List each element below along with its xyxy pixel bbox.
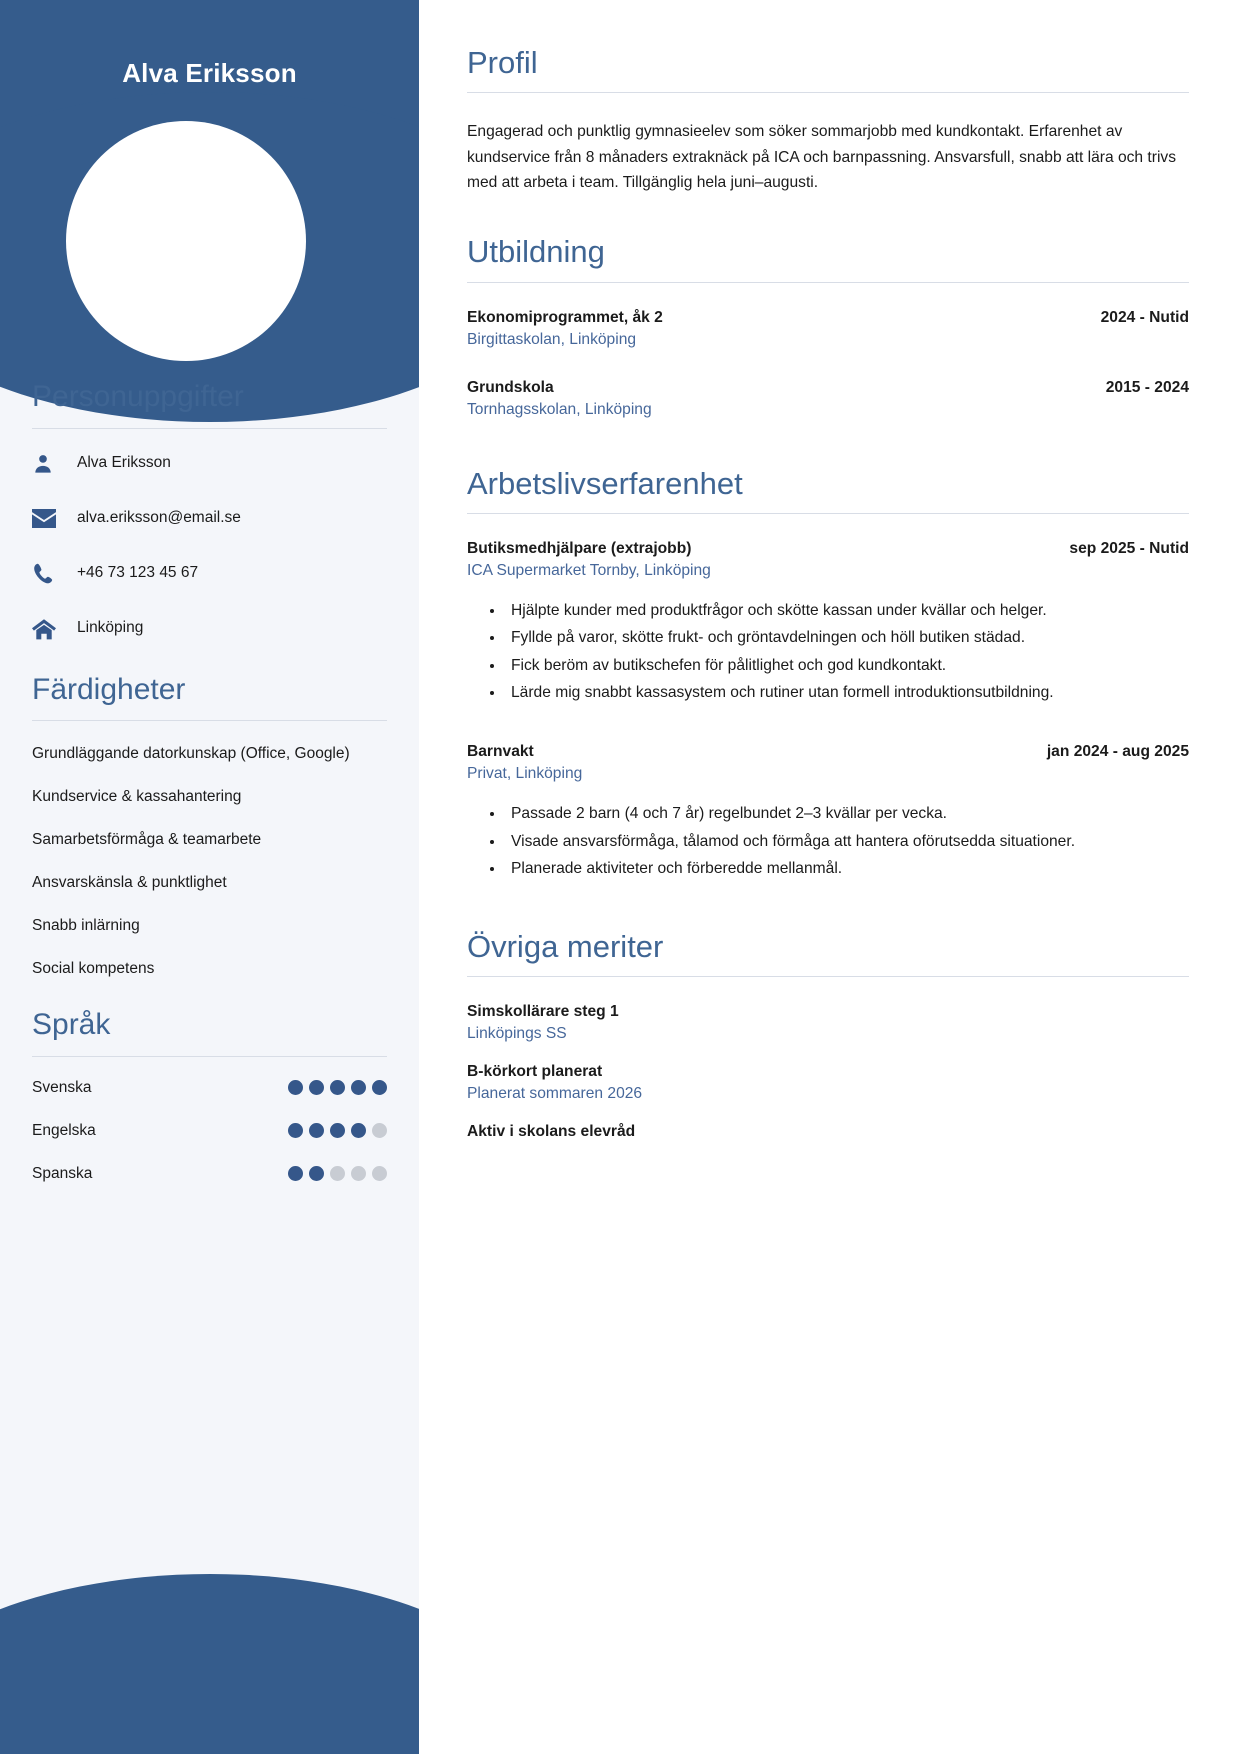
person-icon (32, 451, 66, 477)
bullet-item: • Hjälpte kunder med produktfrågor och skötte kassan under kvällar och helger. (505, 598, 1189, 623)
dot-filled (330, 1080, 345, 1095)
contact-value-name: Alva Eriksson (77, 454, 171, 472)
language-name: Spanska (32, 1164, 93, 1182)
spacer (467, 713, 1189, 743)
entry-title: Grundskola (467, 378, 554, 396)
entry-date: jan 2024 - aug 2025 (1046, 743, 1189, 761)
dot-filled (309, 1080, 324, 1095)
entry-title: Ekonomiprogrammet, åk 2 (467, 308, 663, 326)
bullet-item: • Visade ansvarsförmåga, tålamod och förmåga att hantera oförutsedda situationer. (505, 829, 1189, 854)
divider (32, 428, 387, 429)
merit-entry (467, 1063, 1189, 1103)
skill-item: Grundläggande datorkunskap (Office, Google) (32, 745, 350, 762)
contact-value-email: alva.eriksson@email.se (77, 509, 241, 527)
dot-filled (288, 1080, 303, 1095)
merit-entry (467, 1003, 1189, 1043)
contact-row-email (32, 506, 387, 532)
section-heading-experience: Arbetslivserfarenhet (467, 465, 743, 501)
entry-bullet-list (467, 801, 1189, 881)
section-skills (32, 671, 387, 981)
section-heading-profile: Profil (467, 45, 538, 80)
skill-item: Ansvarskänsla & punktlighet (32, 874, 227, 891)
dot-filled (309, 1123, 324, 1138)
section-profile (467, 44, 1189, 195)
section-experience (467, 465, 1189, 882)
merit-title: B-körkort planerat (467, 1062, 603, 1080)
section-heading-skills: Färdigheter (32, 672, 186, 706)
section-languages (32, 1006, 387, 1183)
dot-filled (372, 1080, 387, 1095)
sidebar (0, 0, 419, 1754)
bullet-item: • Lärde mig snabbt kassasystem och rutiner utan formell introduktionsutbildning. (505, 680, 1189, 705)
profile-text: Engagerad och punktlig gymnasieelev som söker sommarjobb med kundkontakt. Erfarenhet av kundservice från 8 månaders extraknäck på ICA och barnpassning. Ansvarsfull, snabb att lära och trivs med att arbeta i team. Tillgänglig hela juni–augusti. (467, 123, 1177, 191)
bullet-item: • Planerade aktiviteter och förberedde mellanmål. (505, 856, 1189, 881)
bullet-item: • Passade 2 barn (4 och 7 år) regelbundet 2–3 kvällar per vecka. (505, 801, 1189, 826)
envelope-icon (32, 506, 66, 532)
merit-subtitle: Linköpings SS (467, 1024, 567, 1042)
spacer (467, 890, 1189, 928)
phone-icon (32, 561, 66, 587)
section-heading-other: Övriga meriter (467, 928, 664, 964)
divider (467, 976, 1189, 977)
section-personal-details (32, 378, 387, 642)
bullet-item: • Fick beröm av butikschefen för pålitlighet och god kundkontakt. (505, 653, 1189, 678)
merit-title: Aktiv i skolans elevråd (467, 1122, 636, 1140)
language-level-dots (288, 1080, 387, 1095)
dot-filled (351, 1080, 366, 1095)
entry-subtitle: Birgittaskolan, Linköping (467, 330, 637, 348)
dot-filled (288, 1123, 303, 1138)
section-education (467, 233, 1189, 418)
entry-title: Barnvakt (467, 743, 534, 761)
entry-bullet-list (467, 598, 1189, 706)
skill-item: Samarbetsförmåga & teamarbete (32, 831, 262, 848)
entry-header (467, 540, 1189, 558)
education-entry (467, 309, 1189, 349)
entry-subtitle: Privat, Linköping (467, 765, 583, 783)
experience-entry (467, 743, 1189, 881)
section-heading-education: Utbildning (467, 234, 605, 270)
dot-empty (351, 1166, 366, 1181)
contact-row-location (32, 616, 387, 642)
dot-filled (309, 1166, 324, 1181)
divider (467, 513, 1189, 514)
skill-item: Snabb inlärning (32, 917, 140, 934)
sidebar-footer-curve (0, 1574, 419, 1754)
entry-date: sep 2025 - Nutid (1069, 539, 1189, 557)
divider (32, 1056, 387, 1057)
language-level-dots (288, 1123, 387, 1138)
divider (467, 282, 1189, 283)
section-heading-personal: Personuppgifter (32, 380, 244, 413)
bullet-item: • Fyllde på varor, skötte frukt- och gröntavdelningen och höll butiken städad. (505, 625, 1189, 650)
candidate-name: Alva Eriksson (122, 58, 297, 88)
dot-filled (288, 1166, 303, 1181)
section-heading-languages: Språk (32, 1008, 111, 1041)
education-entry (467, 379, 1189, 419)
merit-title: Simskollärare steg 1 (467, 1002, 619, 1020)
merit-subtitle: Planerat sommaren 2026 (467, 1084, 643, 1102)
dot-empty (372, 1123, 387, 1138)
dot-empty (330, 1166, 345, 1181)
entry-header (467, 379, 1189, 397)
language-row (32, 1079, 387, 1097)
dot-filled (351, 1123, 366, 1138)
contact-row-name (32, 451, 387, 477)
skill-item: Kundservice & kassahantering (32, 788, 242, 805)
skill-item: Social kompetens (32, 960, 155, 977)
entry-date: 2015 - 2024 (1105, 378, 1189, 396)
section-other-merits (467, 928, 1189, 1141)
dot-empty (372, 1166, 387, 1181)
contact-row-phone (32, 561, 387, 587)
divider (467, 92, 1189, 93)
avatar (66, 121, 306, 361)
language-name: Engelska (32, 1121, 96, 1139)
spacer (467, 195, 1189, 233)
language-row (32, 1122, 387, 1140)
language-level-dots (288, 1166, 387, 1181)
contact-value-location: Linköping (77, 619, 144, 637)
main-content (419, 0, 1241, 1754)
merit-entry (467, 1123, 1189, 1141)
language-name: Svenska (32, 1078, 92, 1096)
language-row (32, 1165, 387, 1183)
entry-header (467, 743, 1189, 761)
experience-entry (467, 540, 1189, 706)
dot-filled (330, 1123, 345, 1138)
spacer (467, 357, 1189, 379)
sidebar-content (0, 378, 419, 1183)
entry-title: Butiksmedhjälpare (extrajobb) (467, 539, 692, 557)
entry-subtitle: ICA Supermarket Tornby, Linköping (467, 561, 711, 579)
home-icon (32, 616, 66, 642)
contact-value-phone: +46 73 123 45 67 (77, 564, 199, 582)
divider (32, 720, 387, 721)
spacer (467, 427, 1189, 465)
entry-date: 2024 - Nutid (1100, 308, 1189, 326)
entry-subtitle: Tornhagsskolan, Linköping (467, 400, 652, 418)
entry-header (467, 309, 1189, 327)
